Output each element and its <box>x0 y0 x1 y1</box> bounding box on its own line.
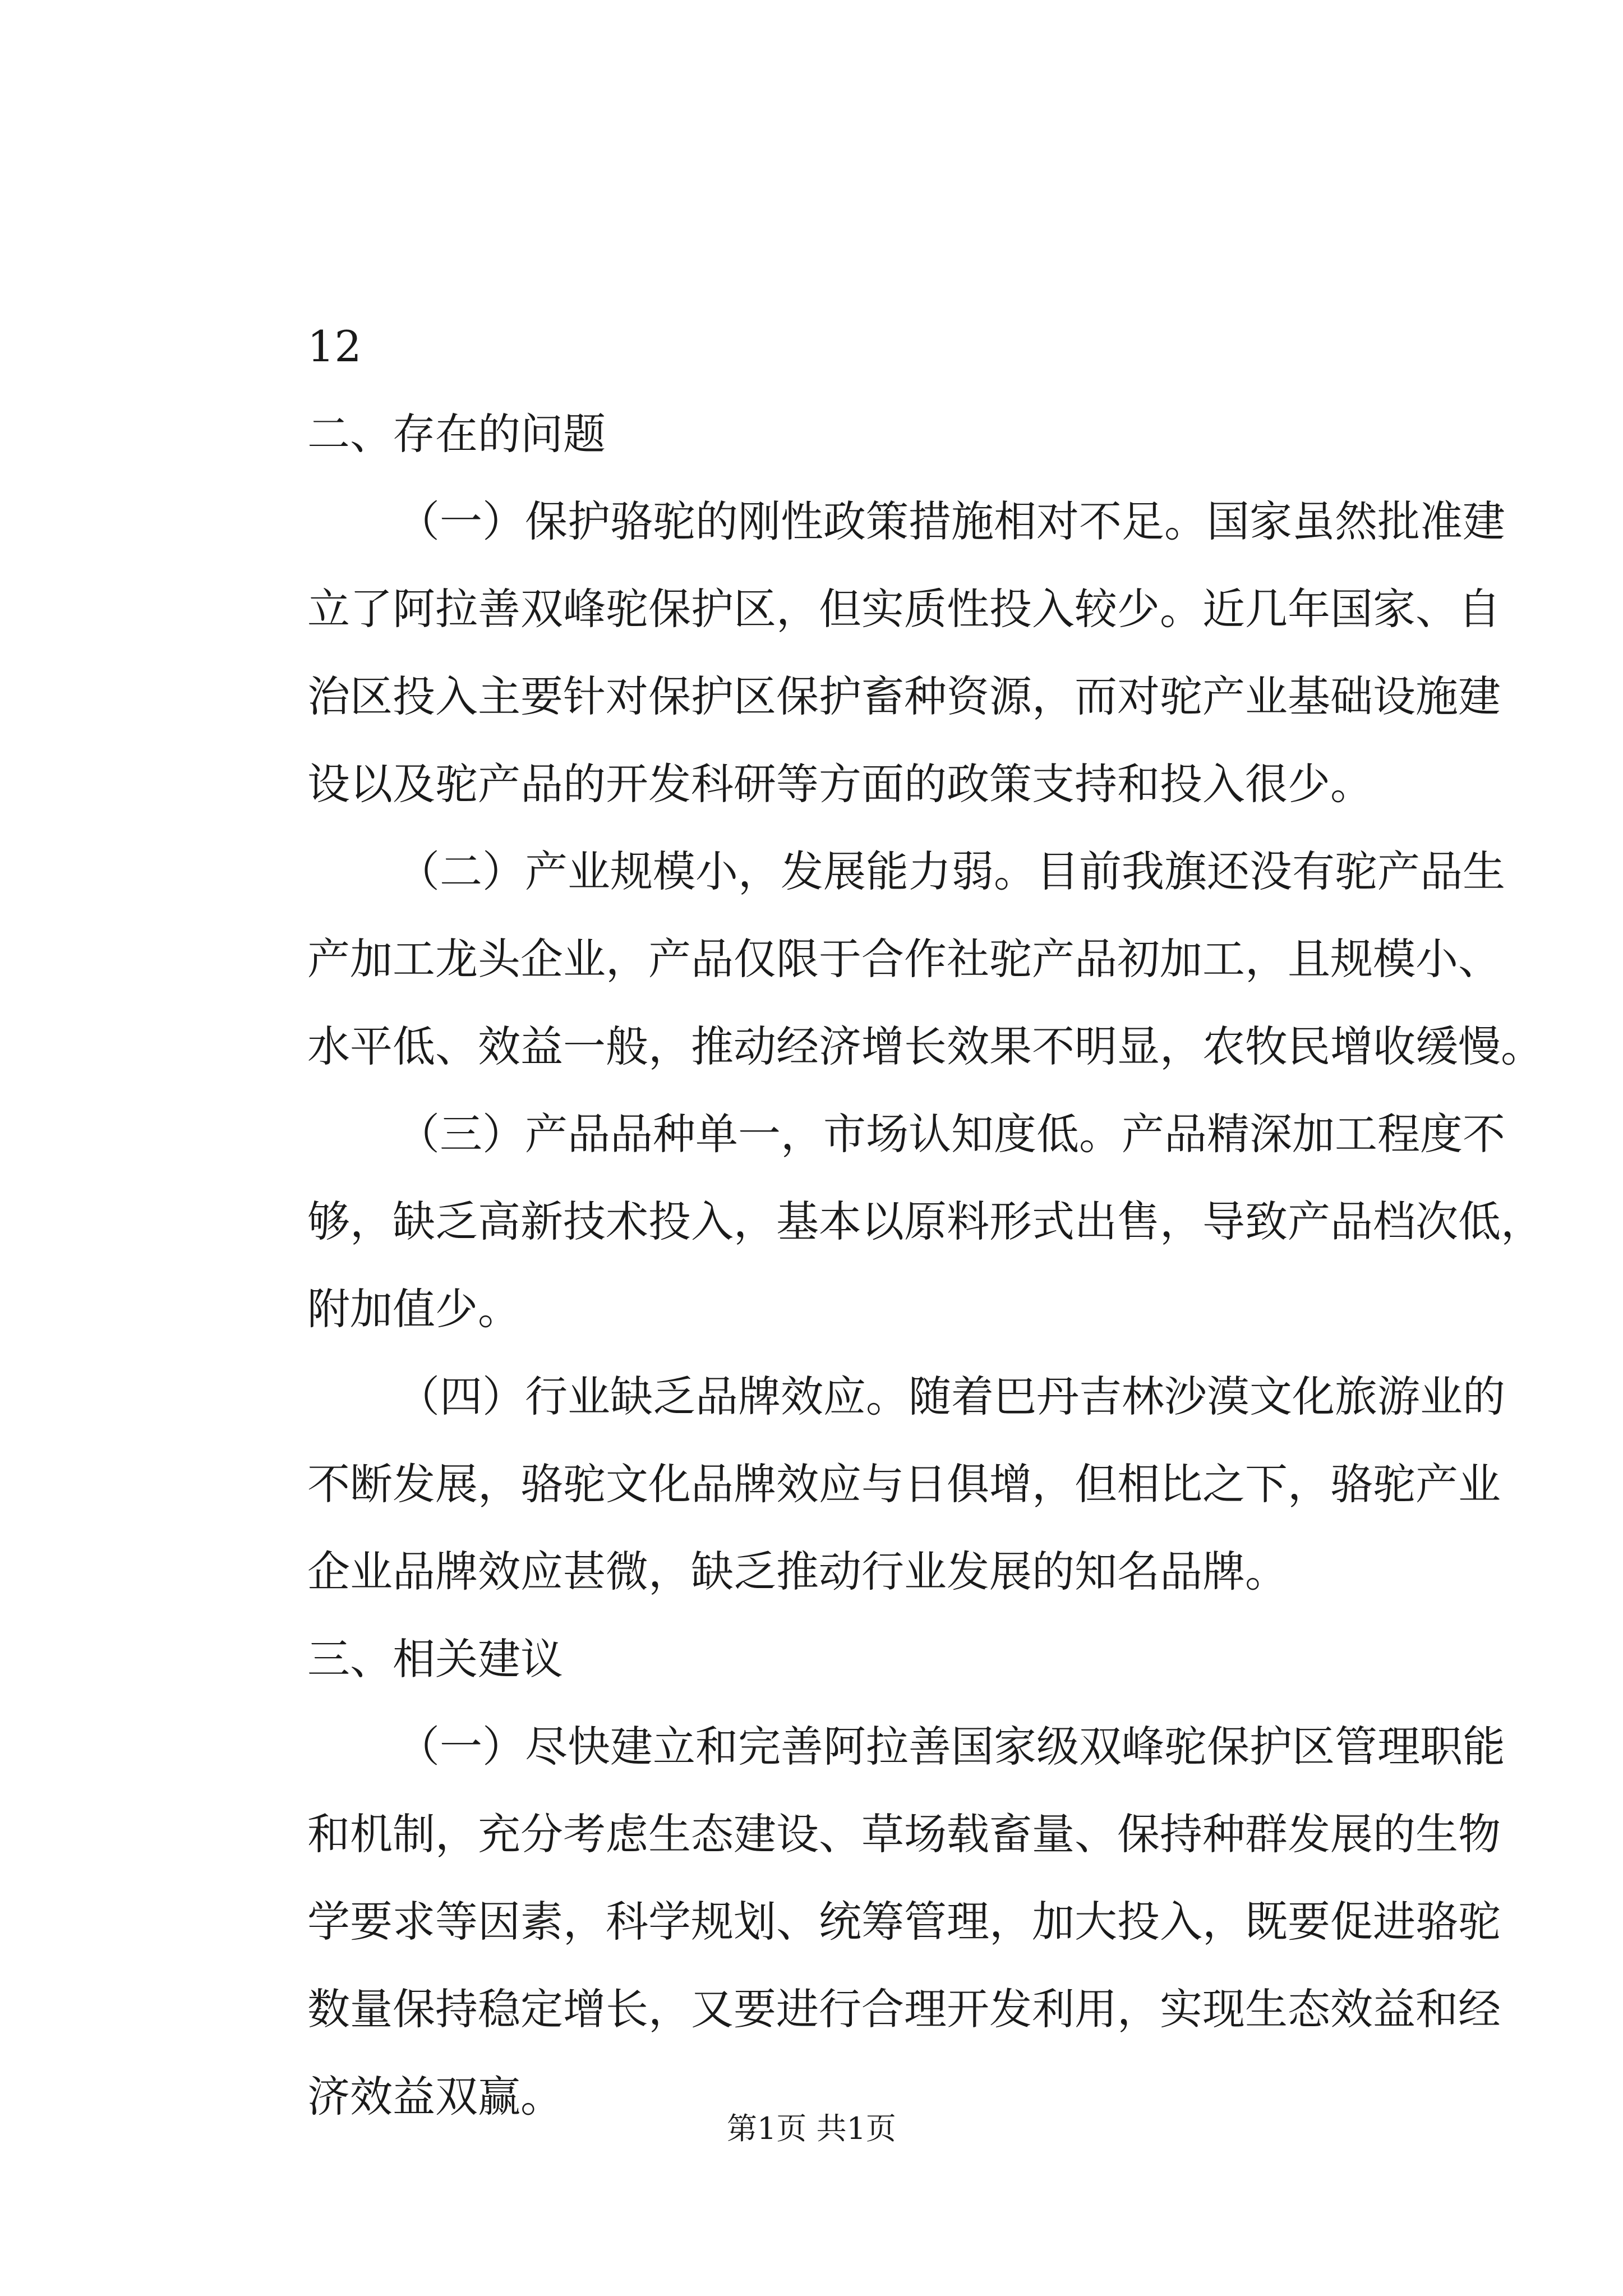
paragraph <box>307 478 1505 828</box>
paragraph-line: 不断发展，骆驼文化品牌效应与日俱增，但相比之下，骆驼产业 <box>307 1459 1501 1509</box>
paragraph-line: （一）保护骆驼的刚性政策措施相对不足。国家虽然批准建 <box>397 496 1505 546</box>
paragraph-line: （四）行业缺乏品牌效应。随着巴丹吉林沙漠文化旅游业的 <box>397 1372 1505 1421</box>
paragraph-line: 产加工龙头企业，产品仅限于合作社驼产品初加工，且规模小、 <box>307 934 1501 984</box>
paragraph <box>307 828 1543 1091</box>
paragraph-line: （二）产业规模小，发展能力弱。目前我旗还没有驼产品生 <box>397 846 1505 896</box>
paragraph-line: 治区投入主要针对保护区保护畜种资源，而对驼产业基础设施建 <box>307 671 1501 721</box>
paragraph-line: 设以及驼产品的开发科研等方面的政策支持和投入很少。 <box>307 759 1373 809</box>
paragraph-line: 附加值少。 <box>307 1284 520 1334</box>
paragraph-line: 数量保持稳定增长，又要进行合理开发利用，实现生态效益和经 <box>307 1984 1501 2034</box>
paragraph-line: （三）产品品种单一，市场认知度低。产品精深加工程度不 <box>397 1109 1505 1159</box>
paragraph <box>307 1703 1505 2141</box>
paragraph-line: 济效益双赢。 <box>307 2072 563 2122</box>
section-heading-problems: 二、存在的问题 <box>307 409 606 459</box>
paragraph-line: 和机制，充分考虑生态建设、草场载畜量、保持种群发展的生物 <box>307 1809 1501 1859</box>
paragraph <box>307 1091 1543 1353</box>
paragraph-line: 够，缺乏高新技术投入，基本以原料形式出售，导致产品档次低， <box>307 1197 1543 1246</box>
paragraph-line: 学要求等因素，科学规划、统筹管理，加大投入，既要促进骆驼 <box>307 1897 1501 1947</box>
section-heading-suggestions: 三、相关建议 <box>307 1634 563 1684</box>
paragraph-line: （一）尽快建立和完善阿拉善国家级双峰驼保护区管理职能 <box>397 1722 1505 1772</box>
paragraph <box>307 1353 1505 1616</box>
paragraph-line: 立了阿拉善双峰驼保护区，但实质性投入较少。近几年国家、自 <box>307 584 1501 634</box>
page-number-top: 12 <box>307 321 362 371</box>
paragraph-line: 水平低、效益一般，推动经济增长效果不明显，农牧民增收缓慢。 <box>307 1022 1543 1071</box>
page-footer: 第1页 共1页 <box>727 2111 896 2146</box>
document-body <box>307 303 1543 2141</box>
paragraph-line: 企业品牌效应甚微，缺乏推动行业发展的知名品牌。 <box>307 1547 1288 1596</box>
